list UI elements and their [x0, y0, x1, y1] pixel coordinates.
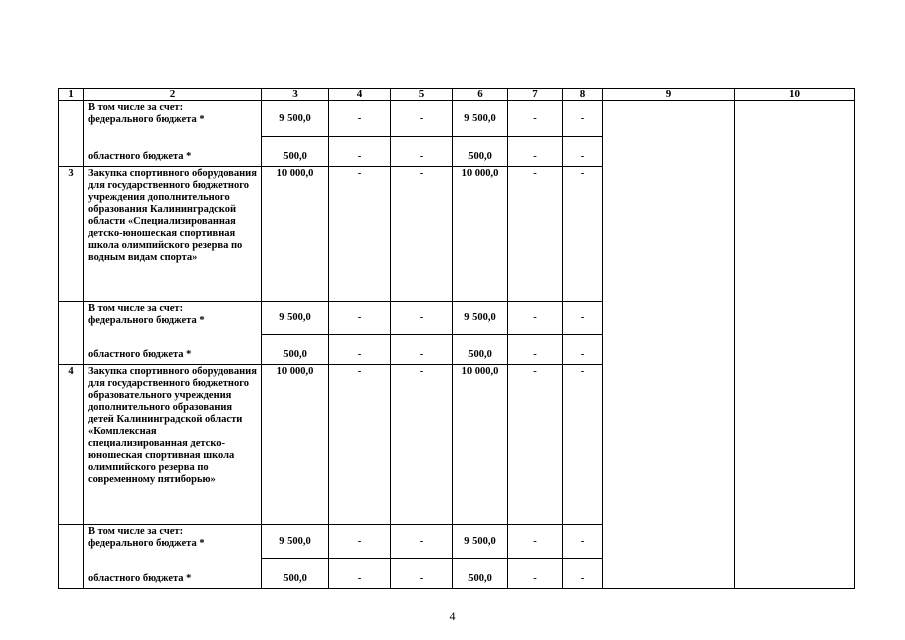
- cell-c5: -: [391, 335, 453, 365]
- cell-c7: -: [508, 559, 563, 589]
- cell-c3: 9 500,0: [262, 101, 329, 137]
- cell-c6: 10 000,0: [453, 365, 508, 525]
- cell-c3: 10 000,0: [262, 167, 329, 302]
- cell-c6: 500,0: [453, 559, 508, 589]
- cell-c5: -: [391, 137, 453, 167]
- cell-c7: -: [508, 137, 563, 167]
- cell-c4: -: [329, 335, 391, 365]
- row-name: областного бюджета *: [84, 137, 262, 167]
- empty-cell-col10: [735, 101, 855, 589]
- cell-c7: -: [508, 365, 563, 525]
- cell-c3: 500,0: [262, 335, 329, 365]
- cell-c8: -: [563, 137, 603, 167]
- header-cell: 4: [329, 89, 391, 101]
- cell-c4: -: [329, 525, 391, 559]
- row-name: областного бюджета *: [84, 559, 262, 589]
- cell-c6: 500,0: [453, 137, 508, 167]
- row-name: Закупка спортивного оборудования для государственного бюджетного учреждения дополнительного образования Калининградской области «Специализированная детско-юношеская спортивная школа олимпийского резерва по водным видам спорта»: [84, 167, 262, 302]
- cell-c6: 10 000,0: [453, 167, 508, 302]
- budget-table: [58, 88, 855, 589]
- row-number: [59, 302, 84, 335]
- row-name: [84, 302, 262, 335]
- header-cell: 6: [453, 89, 508, 101]
- header-cell: 9: [603, 89, 735, 101]
- row-name-main: федерального бюджета *: [88, 538, 205, 549]
- table-row: [59, 101, 855, 137]
- row-name: [84, 525, 262, 559]
- cell-c5: -: [391, 101, 453, 137]
- row-number: [59, 525, 84, 559]
- cell-c3: 9 500,0: [262, 302, 329, 335]
- header-cell: 7: [508, 89, 563, 101]
- cell-c5: -: [391, 365, 453, 525]
- cell-c3: 10 000,0: [262, 365, 329, 525]
- cell-c7: -: [508, 167, 563, 302]
- row-name-top: В том числе за счет:: [88, 526, 184, 537]
- row-number: [59, 335, 84, 365]
- header-cell: 1: [59, 89, 84, 101]
- cell-c3: 500,0: [262, 137, 329, 167]
- cell-c6: 9 500,0: [453, 302, 508, 335]
- row-number: [59, 559, 84, 589]
- row-name-top: В том числе за счет:: [88, 102, 184, 113]
- cell-c8: -: [563, 335, 603, 365]
- cell-c6: 500,0: [453, 335, 508, 365]
- page-number: 4: [449, 609, 456, 623]
- header-cell: 3: [262, 89, 329, 101]
- header-cell: 2: [84, 89, 262, 101]
- row-number: 4: [59, 365, 84, 525]
- row-number: [59, 137, 84, 167]
- cell-c7: -: [508, 335, 563, 365]
- cell-c5: -: [391, 559, 453, 589]
- cell-c7: -: [508, 525, 563, 559]
- cell-c6: 9 500,0: [453, 101, 508, 137]
- row-name-main: федерального бюджета *: [88, 315, 205, 326]
- cell-c4: -: [329, 137, 391, 167]
- header-cell: 8: [563, 89, 603, 101]
- cell-c6: 9 500,0: [453, 525, 508, 559]
- row-name: областного бюджета *: [84, 335, 262, 365]
- header-row: [59, 89, 855, 101]
- row-number: [59, 101, 84, 137]
- cell-c4: -: [329, 167, 391, 302]
- cell-c7: -: [508, 302, 563, 335]
- cell-c8: -: [563, 167, 603, 302]
- cell-c8: -: [563, 365, 603, 525]
- cell-c8: -: [563, 559, 603, 589]
- row-name: Закупка спортивного оборудования для государственного бюджетного образовательного учреждения дополнительного образования детей Калининградской области «Комплексная специализированная детско-юношеская спортивная школа олимпийского резерва по современному пятиборью»: [84, 365, 262, 525]
- cell-c5: -: [391, 525, 453, 559]
- empty-cell-col9: [603, 101, 735, 589]
- cell-c4: -: [329, 559, 391, 589]
- header-cell: 5: [391, 89, 453, 101]
- cell-c8: -: [563, 525, 603, 559]
- row-name-top: В том числе за счет:: [88, 303, 184, 314]
- cell-c5: -: [391, 167, 453, 302]
- cell-c8: -: [563, 101, 603, 137]
- header-cell: 10: [735, 89, 855, 101]
- cell-c5: -: [391, 302, 453, 335]
- row-number: 3: [59, 167, 84, 302]
- cell-c3: 9 500,0: [262, 525, 329, 559]
- cell-c4: -: [329, 302, 391, 335]
- cell-c3: 500,0: [262, 559, 329, 589]
- row-name: [84, 101, 262, 137]
- cell-c4: -: [329, 365, 391, 525]
- row-name-main: федерального бюджета *: [88, 114, 205, 125]
- cell-c7: -: [508, 101, 563, 137]
- cell-c4: -: [329, 101, 391, 137]
- cell-c8: -: [563, 302, 603, 335]
